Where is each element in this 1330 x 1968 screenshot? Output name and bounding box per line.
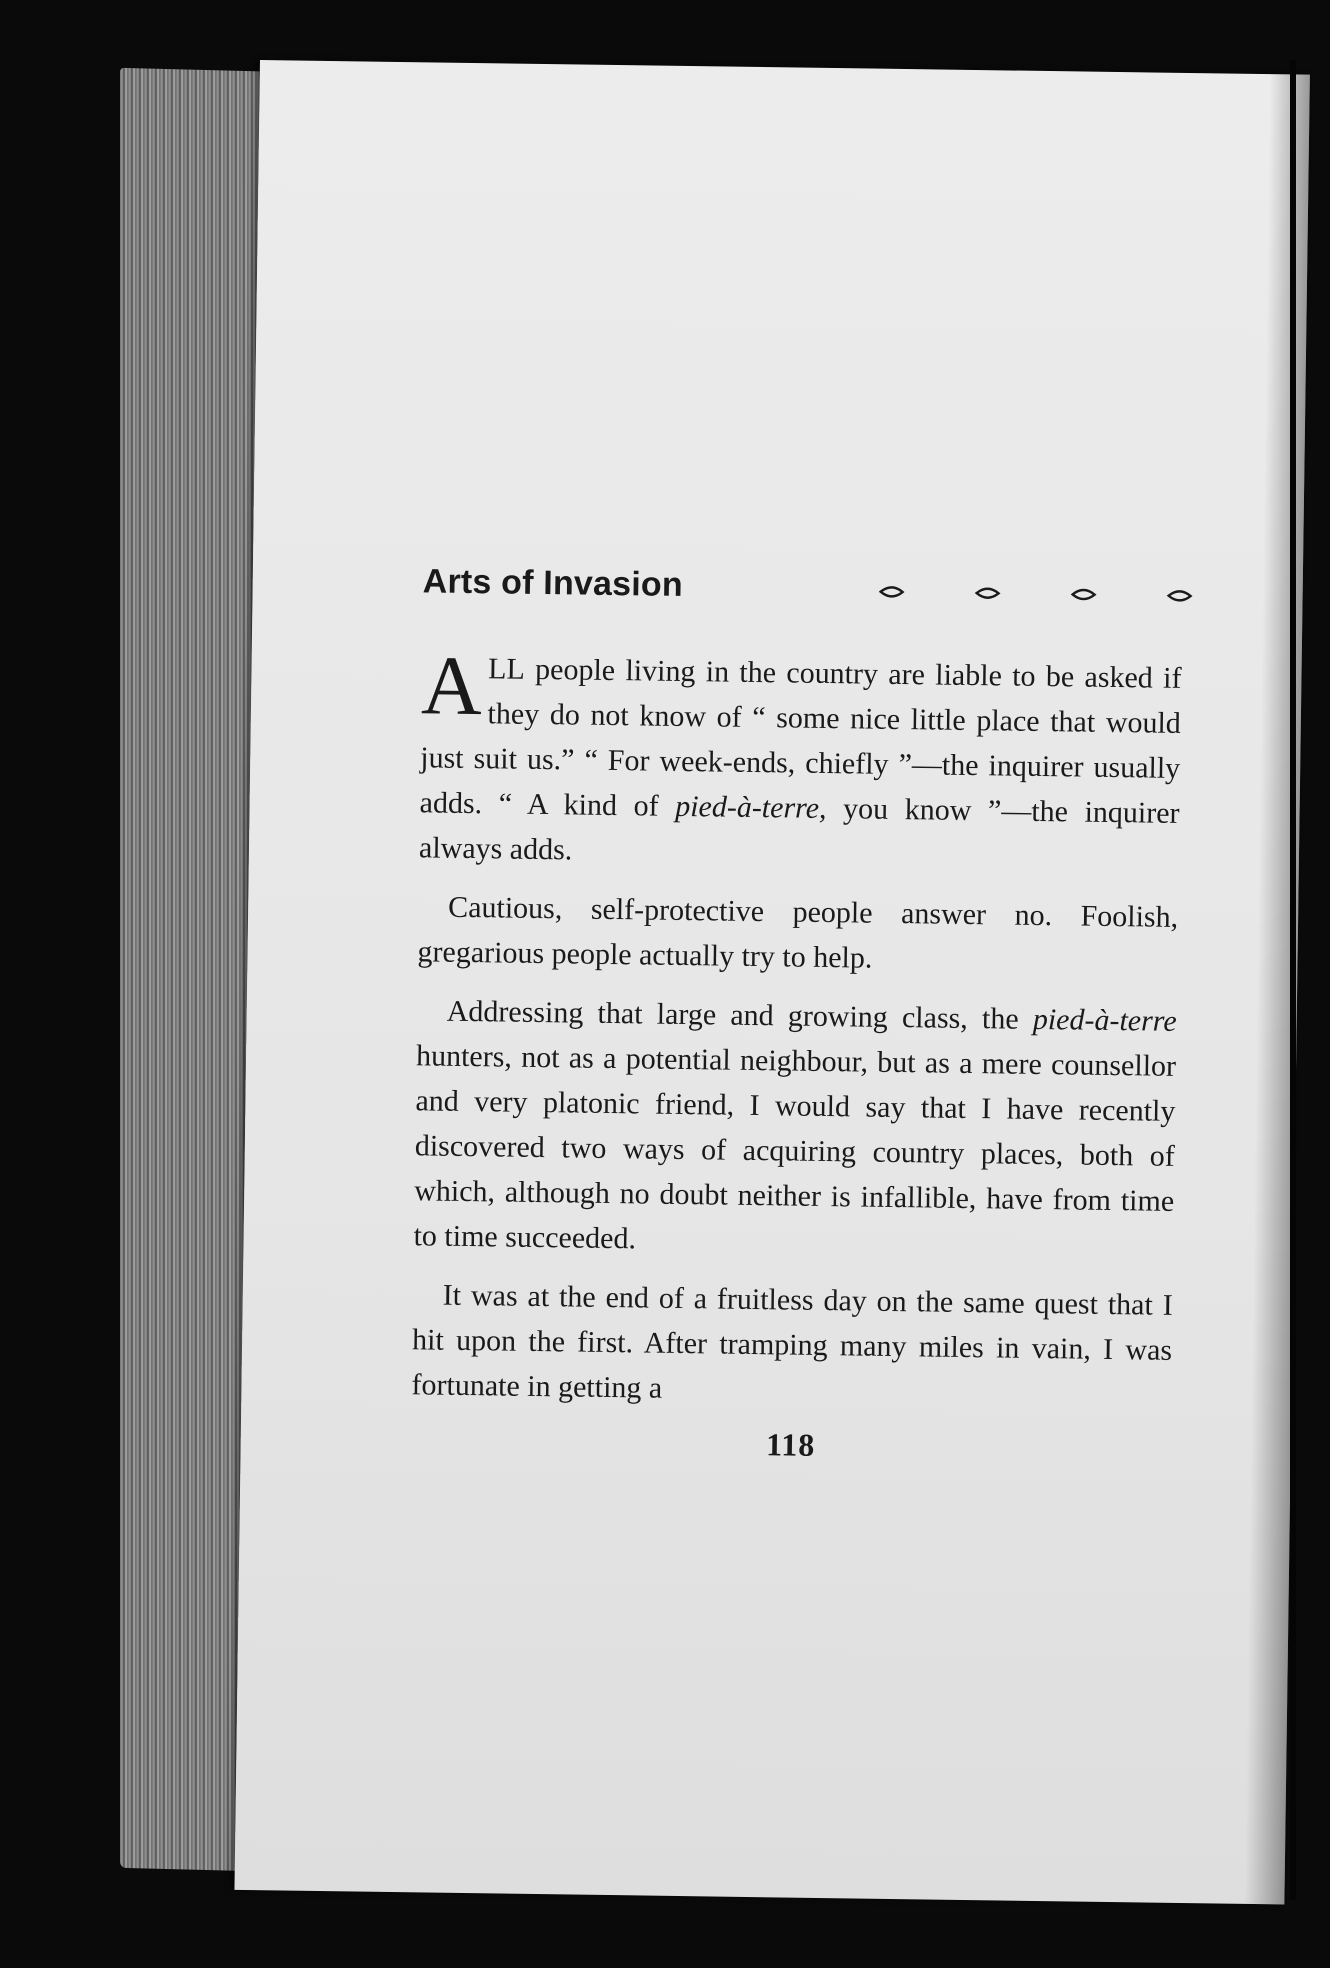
book-page bbox=[234, 60, 1309, 1904]
paragraph-4: It was at the end of a fruitless day on the same quest that I hit upon the first. After tramping many miles in vain, I was fortunate in getting a bbox=[411, 1278, 1173, 1405]
diamond-ornament-icon bbox=[975, 586, 1001, 600]
paragraph-3-text-a: Addressing that large and growing class, the bbox=[446, 994, 1034, 1036]
drop-cap: A bbox=[420, 639, 483, 734]
paragraph-3-text-b: hunters, not as a potential neighbour, but as a mere counsellor and very platonic friend, I would say that I have recently discovered two ways of acquiring country places, both of which, although no doubt neither is infallible, have from time to time succeeded. bbox=[413, 1039, 1177, 1256]
paragraph-1 bbox=[418, 639, 1182, 881]
paragraph-1-text-b: you know ”—the inquirer always adds. bbox=[418, 791, 1180, 867]
ornament-row bbox=[879, 585, 1193, 603]
page-number: 118 bbox=[765, 1426, 816, 1463]
running-title: Arts of Invasion bbox=[422, 562, 684, 604]
lead-smallcaps: LL bbox=[487, 652, 526, 686]
diamond-ornament-icon bbox=[879, 585, 905, 599]
paragraph-3-italic: pied-à-terre bbox=[1032, 1002, 1177, 1038]
page-text bbox=[410, 562, 1182, 1469]
binding-shadow bbox=[1244, 74, 1310, 1904]
running-head bbox=[422, 562, 1182, 612]
paragraph-3 bbox=[413, 988, 1177, 1269]
diamond-ornament-icon bbox=[1071, 587, 1097, 601]
paragraph-1-italic: pied-à-terre, bbox=[674, 789, 827, 825]
paragraph-2: Cautious, self-protective people answer no. Foolish, gregarious people actually try to help. bbox=[417, 890, 1179, 975]
diamond-ornament-icon bbox=[1167, 589, 1193, 603]
paragraph-1-text-a: people living in the country are liable to be asked if they do not know of “ some nice little place that would just suit us.” “ For week-ends, chiefly ”—the inquirer usually adds. “ A kind of bbox=[419, 652, 1182, 823]
binding-edge bbox=[1290, 60, 1296, 1900]
